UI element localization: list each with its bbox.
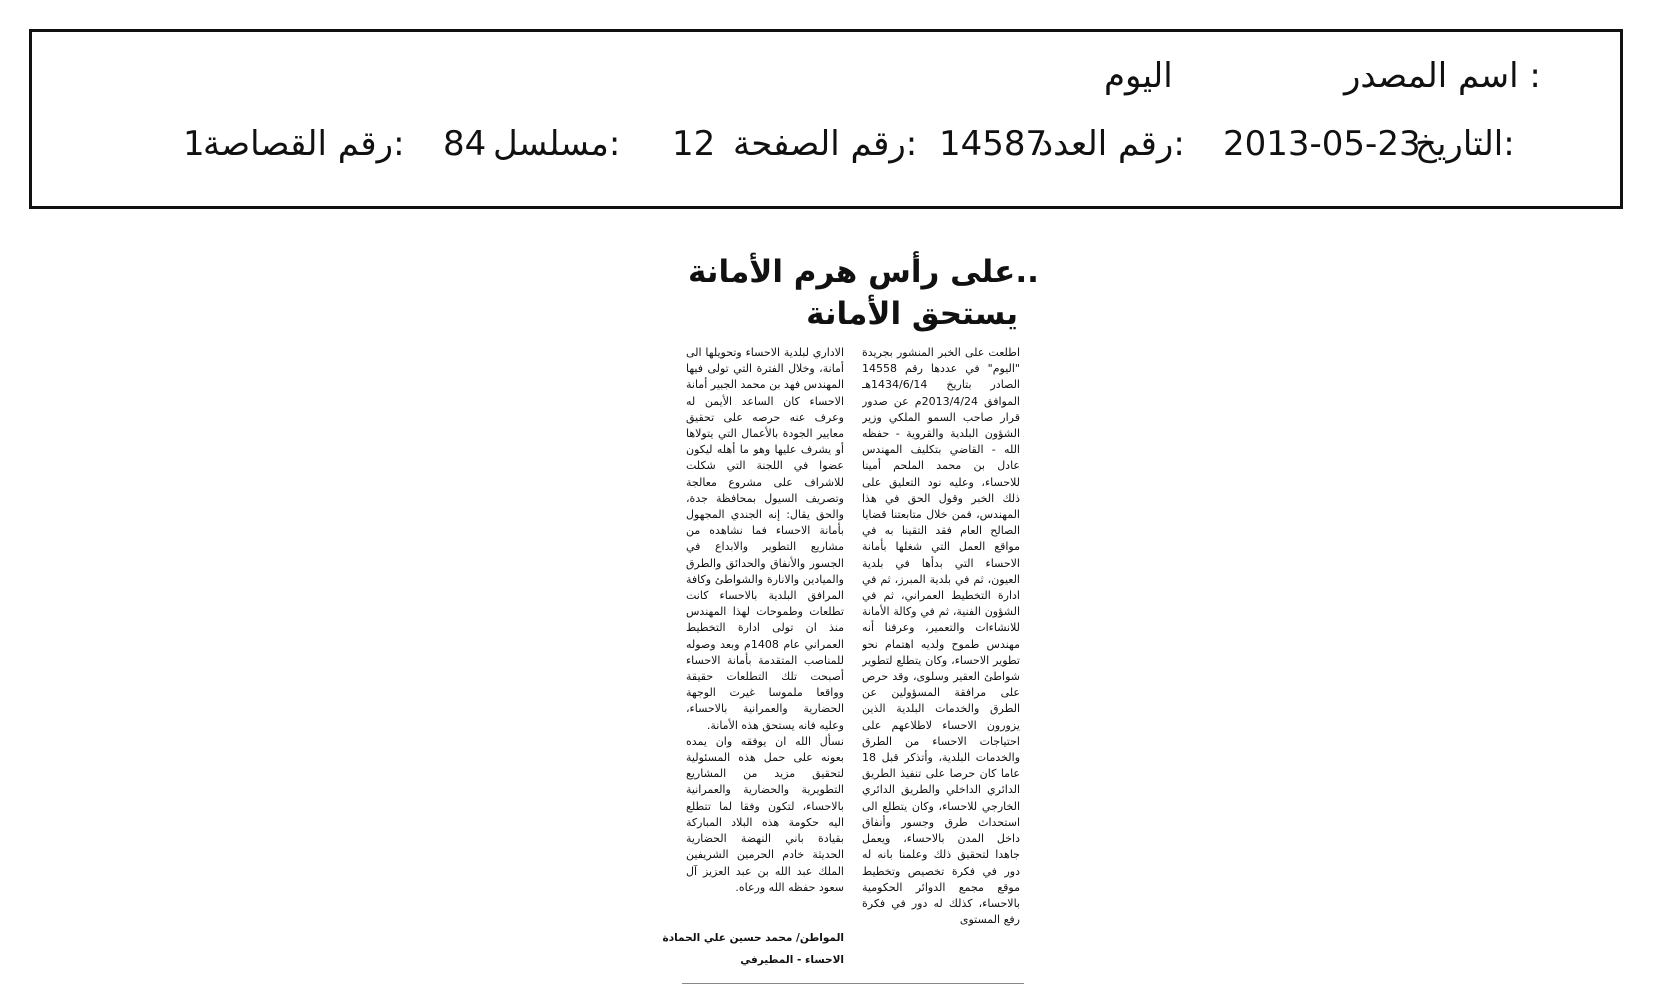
- article-paragraph: اطلعت على الخبر المنشور بجريدة "اليوم" في عددها رقم 14558 الصادر بتاريخ 1434/6/14هـ الموافق 2013/4/24م عن صدور قرار صاحب السمو الملكي وزير الشؤون البلدية والقروية - حفظه الله - القاضي بتكليف المهندس عادل بن محمد الملحم أمينا للاحساء، وعليه نود التعليق على ذلك الخبر وقول الحق في هذا المهندس، فمن خلال متابعتنا قضايا الصالح العام فقد التقينا به في مواقع العمل التي شغلها بأمانة الاحساء التي بدأها في بلدية العيون، ثم في بلدية المبرز، ثم في ادارة التخطيط العمراني، ثم في الشؤون الفنية، ثم في وكالة الأمانة للانشاءات والتعمير، وعرفنا أنه مهندس طموح ولديه اهتمام نحو تطوير الاحساء، وكان يتطلع لتطوير شواطئ العقير وسلوى، وقد حرص على مرافقة المسؤولين عن الطرق والخدمات البلدية الذين يزورون الاحساء لاطلاعهم على احتياجات الاحساء من الطرق والخدمات البلدية، وأتذكر قبل 18 عاما كان حرصا على تنفيذ الطريق الدائري الداخلي والطريق الدائري الخارجي للاحساء، وكان يتطلع الى استحداث طرق وجسور وأنفاق داخل المدن بالاحساء، ويعمل جاهدا لتحقيق ذلك وعلمنا بانه له دور في فكرة تخصيص وتخطيط موقع مجمع الدوائر الحكومية بالاحساء، كذلك له دور في فكرة رفع المستوى: [862, 346, 1020, 927]
- article-column-right: [862, 345, 1020, 970]
- newspaper-clipping: [662, 238, 1039, 988]
- date-value: 2013-05-23: [1223, 124, 1421, 164]
- author-signature: المواطن/ محمد حسين علي الحمادة: [662, 932, 844, 944]
- author-location: الاحساء - المطيرفي: [740, 954, 844, 966]
- page-value: 12: [672, 124, 716, 164]
- article-title-line1: على رأس هرم الأمانة..: [688, 254, 1039, 290]
- page-label: رقم الصفحة:: [733, 124, 918, 164]
- article-paragraph: الاداري لبلدية الاحساء وتحويلها الى أمانة، وخلال الفترة التي تولى فيها المهندس فهد بن محمد الجبير أمانة الاحساء كان الساعد الأيمن له وعرف عنه حرصه على تحقيق معايير الجودة بالأعمال التي يتولاها أو يشرف عليها وهو ما أهله ليكون عضوا في اللجنة التي شكلت للاشراف على مشروع معالجة وتصريف السيول بمحافظة جدة، والحق يقال: إنه الجندي المجهول بأمانة الاحساء فما نشاهده من مشاريع التطوير والابداع في الجسور والأنفاق والحدائق والطرق والميادين والانارة والشواطئ وكافة المرافق البلدية بالاحساء كانت تطلعات وطموحات لهذا المهندس منذ ان تولى ادارة التخطيط العمراني عام 1408م وبعد وصوله للمناصب المتقدمة بأمانة الاحساء أصبحت تلك التطلعات حقيقة وواقعا ملموسا غيرت الوجهة الحضارية والعمرانية بالاحساء، وعليه فانه يستحق هذه الأمانة.: [686, 346, 844, 732]
- article-title-line2: يستحق الأمانة: [806, 296, 1018, 332]
- article-paragraph: نسأل الله ان يوفقه وان يمده بعونه على حمل هذه المسئولية لتحقيق مزيد من المشاريع التطويرية والحضارية والعمرانية بالاحساء، لتكون وفقا لما تتطلع اليه حكومة هذه البلاد المباركة بقيادة باني النهضة الحضارية الحديثة خادم الحرمين الشريفين الملك عبد الله بن عبد العزيز آل سعود حفظه الله ورعاه.: [686, 734, 844, 894]
- serial-label: مسلسل:: [493, 124, 621, 164]
- clipping-metadata-box: [29, 29, 1623, 209]
- article-column-left: [686, 345, 844, 917]
- source-label: اسم المصدر :: [1344, 56, 1541, 96]
- source-value: اليوم: [1104, 56, 1173, 96]
- issue-label: رقم العدد:: [1038, 124, 1185, 164]
- clip-number-label: رقم القصاصة:: [203, 124, 405, 164]
- serial-value: 84: [443, 124, 487, 164]
- date-label: التاريخ:: [1415, 124, 1515, 164]
- bottom-divider: [682, 983, 1024, 984]
- clip-number-value: 1: [183, 124, 205, 164]
- issue-value: 14587: [939, 124, 1048, 164]
